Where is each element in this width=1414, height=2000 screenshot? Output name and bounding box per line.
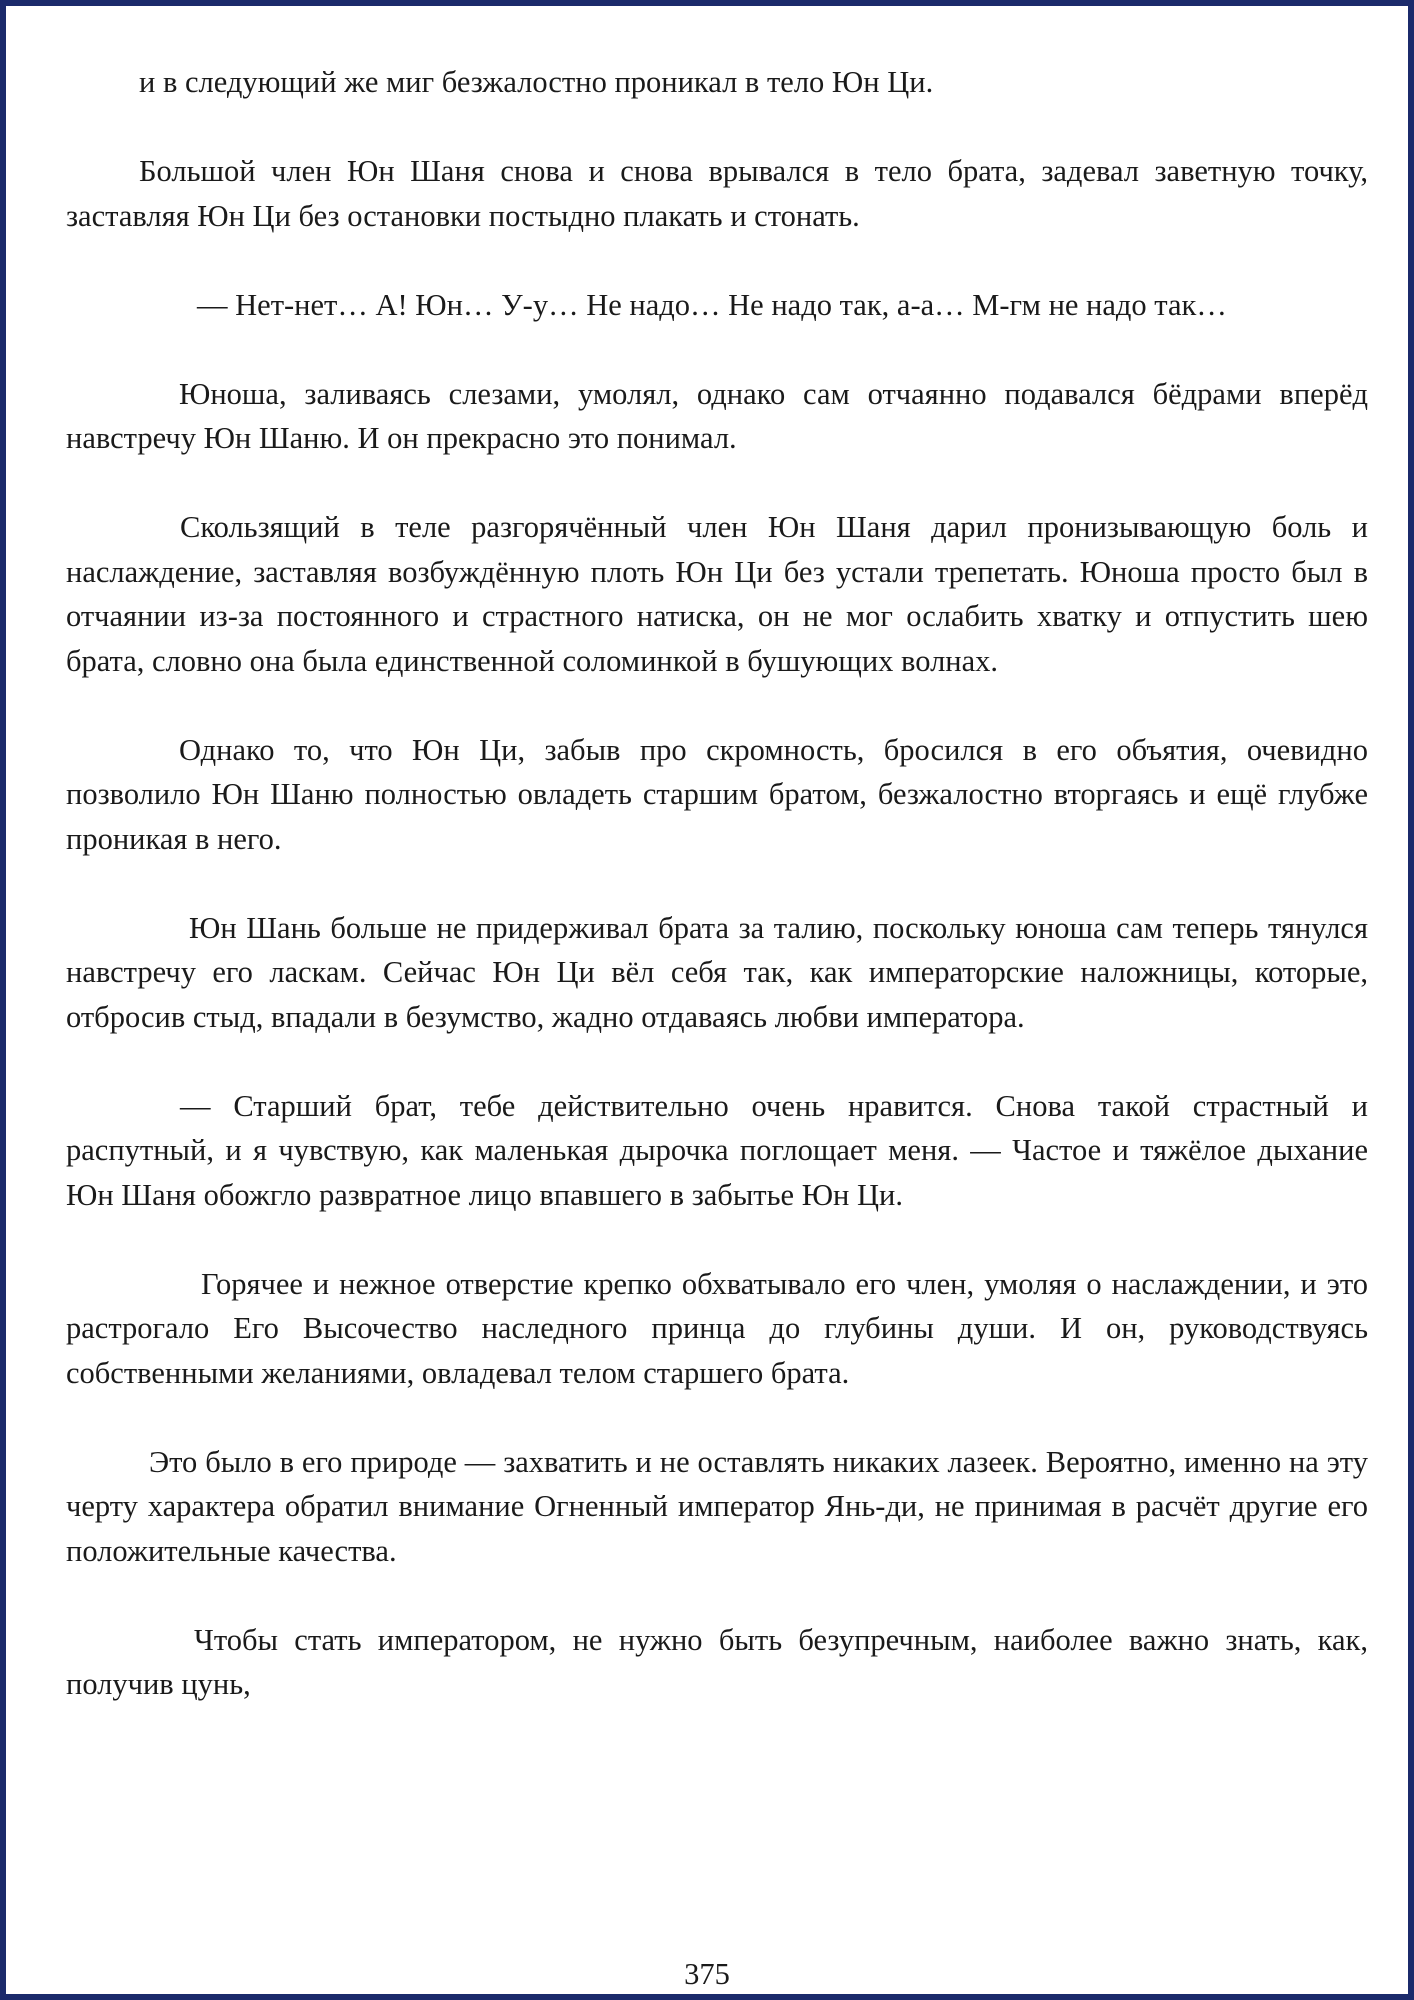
paragraph-4: Юноша, заливаясь слезами, умолял, однако сам отчаянно подавался бёдрами вперёд навстречу Юн Шаню. И он прекрасно это понимал.	[66, 376, 1368, 455]
paragraph-3: — Нет-нет… А! Юн… У-у… Не надо… Не надо так, а-а… М-гм не надо так…	[197, 287, 1227, 322]
paragraph-6: Однако то, что Юн Ци, забыв про скромность, бросился в его объятия, очевидно позволило Юн Шаню полностью овладеть старшим братом, безжалостно вторгаясь и ещё глубже проникая в него.	[66, 732, 1368, 856]
paragraph-2: Большой член Юн Шаня снова и снова врывался в тело брата, задевал заветную точку, заставляя Юн Ци без остановки постыдно плакать и стонать.	[66, 154, 1368, 233]
page-number: 375	[684, 1957, 730, 1991]
body-text	[66, 60, 1368, 1707]
paragraph-11: Чтобы стать императором, не нужно быть безупречным, наиболее важно знать, как, получив цунь,	[66, 1622, 1368, 1701]
paragraph-9: Горячее и нежное отверстие крепко обхватывало его член, умоляя о наслаждении, и это растрогало Его Высочество наследного принца до глубины души. И он, руководствуясь собственными желаниями, овладевал телом старшего брата.	[66, 1266, 1368, 1390]
paragraph-7: Юн Шань больше не придерживал брата за талию, поскольку юноша сам теперь тянулся навстречу его ласкам. Сейчас Юн Ци вёл себя так, как императорские наложницы, которые, отбросив стыд, впадали в безумство, жадно отдаваясь любви императора.	[66, 910, 1368, 1034]
paragraph-5: Скользящий в теле разгорячённый член Юн Шаня дарил пронизывающую боль и наслаждение, заставляя возбуждённую плоть Юн Ци без устали трепетать. Юноша просто был в отчаянии из-за постоянного и страстного натиска, он не мог ослабить хватку и отпустить шею брата, словно она была единственной соломинкой в бушующих волнах.	[66, 510, 1368, 678]
paragraph-10: Это было в его природе — захватить и не оставлять никаких лазеек. Вероятно, именно на эту черту характера обратил внимание Огненный император Янь-ди, не принимая в расчёт другие его положительные качества.	[66, 1444, 1368, 1568]
paragraph-1: и в следующий же миг безжалостно проникал в тело Юн Ци.	[139, 65, 934, 99]
paragraph-8: — Старший брат, тебе действительно очень нравится. Снова такой страстный и распутный, и я чувствую, как маленькая дырочка поглощает меня. — Частое и тяжёлое дыхание Юн Шаня обожгло развратное лицо впавшего в забытье Юн Ци.	[66, 1088, 1368, 1212]
